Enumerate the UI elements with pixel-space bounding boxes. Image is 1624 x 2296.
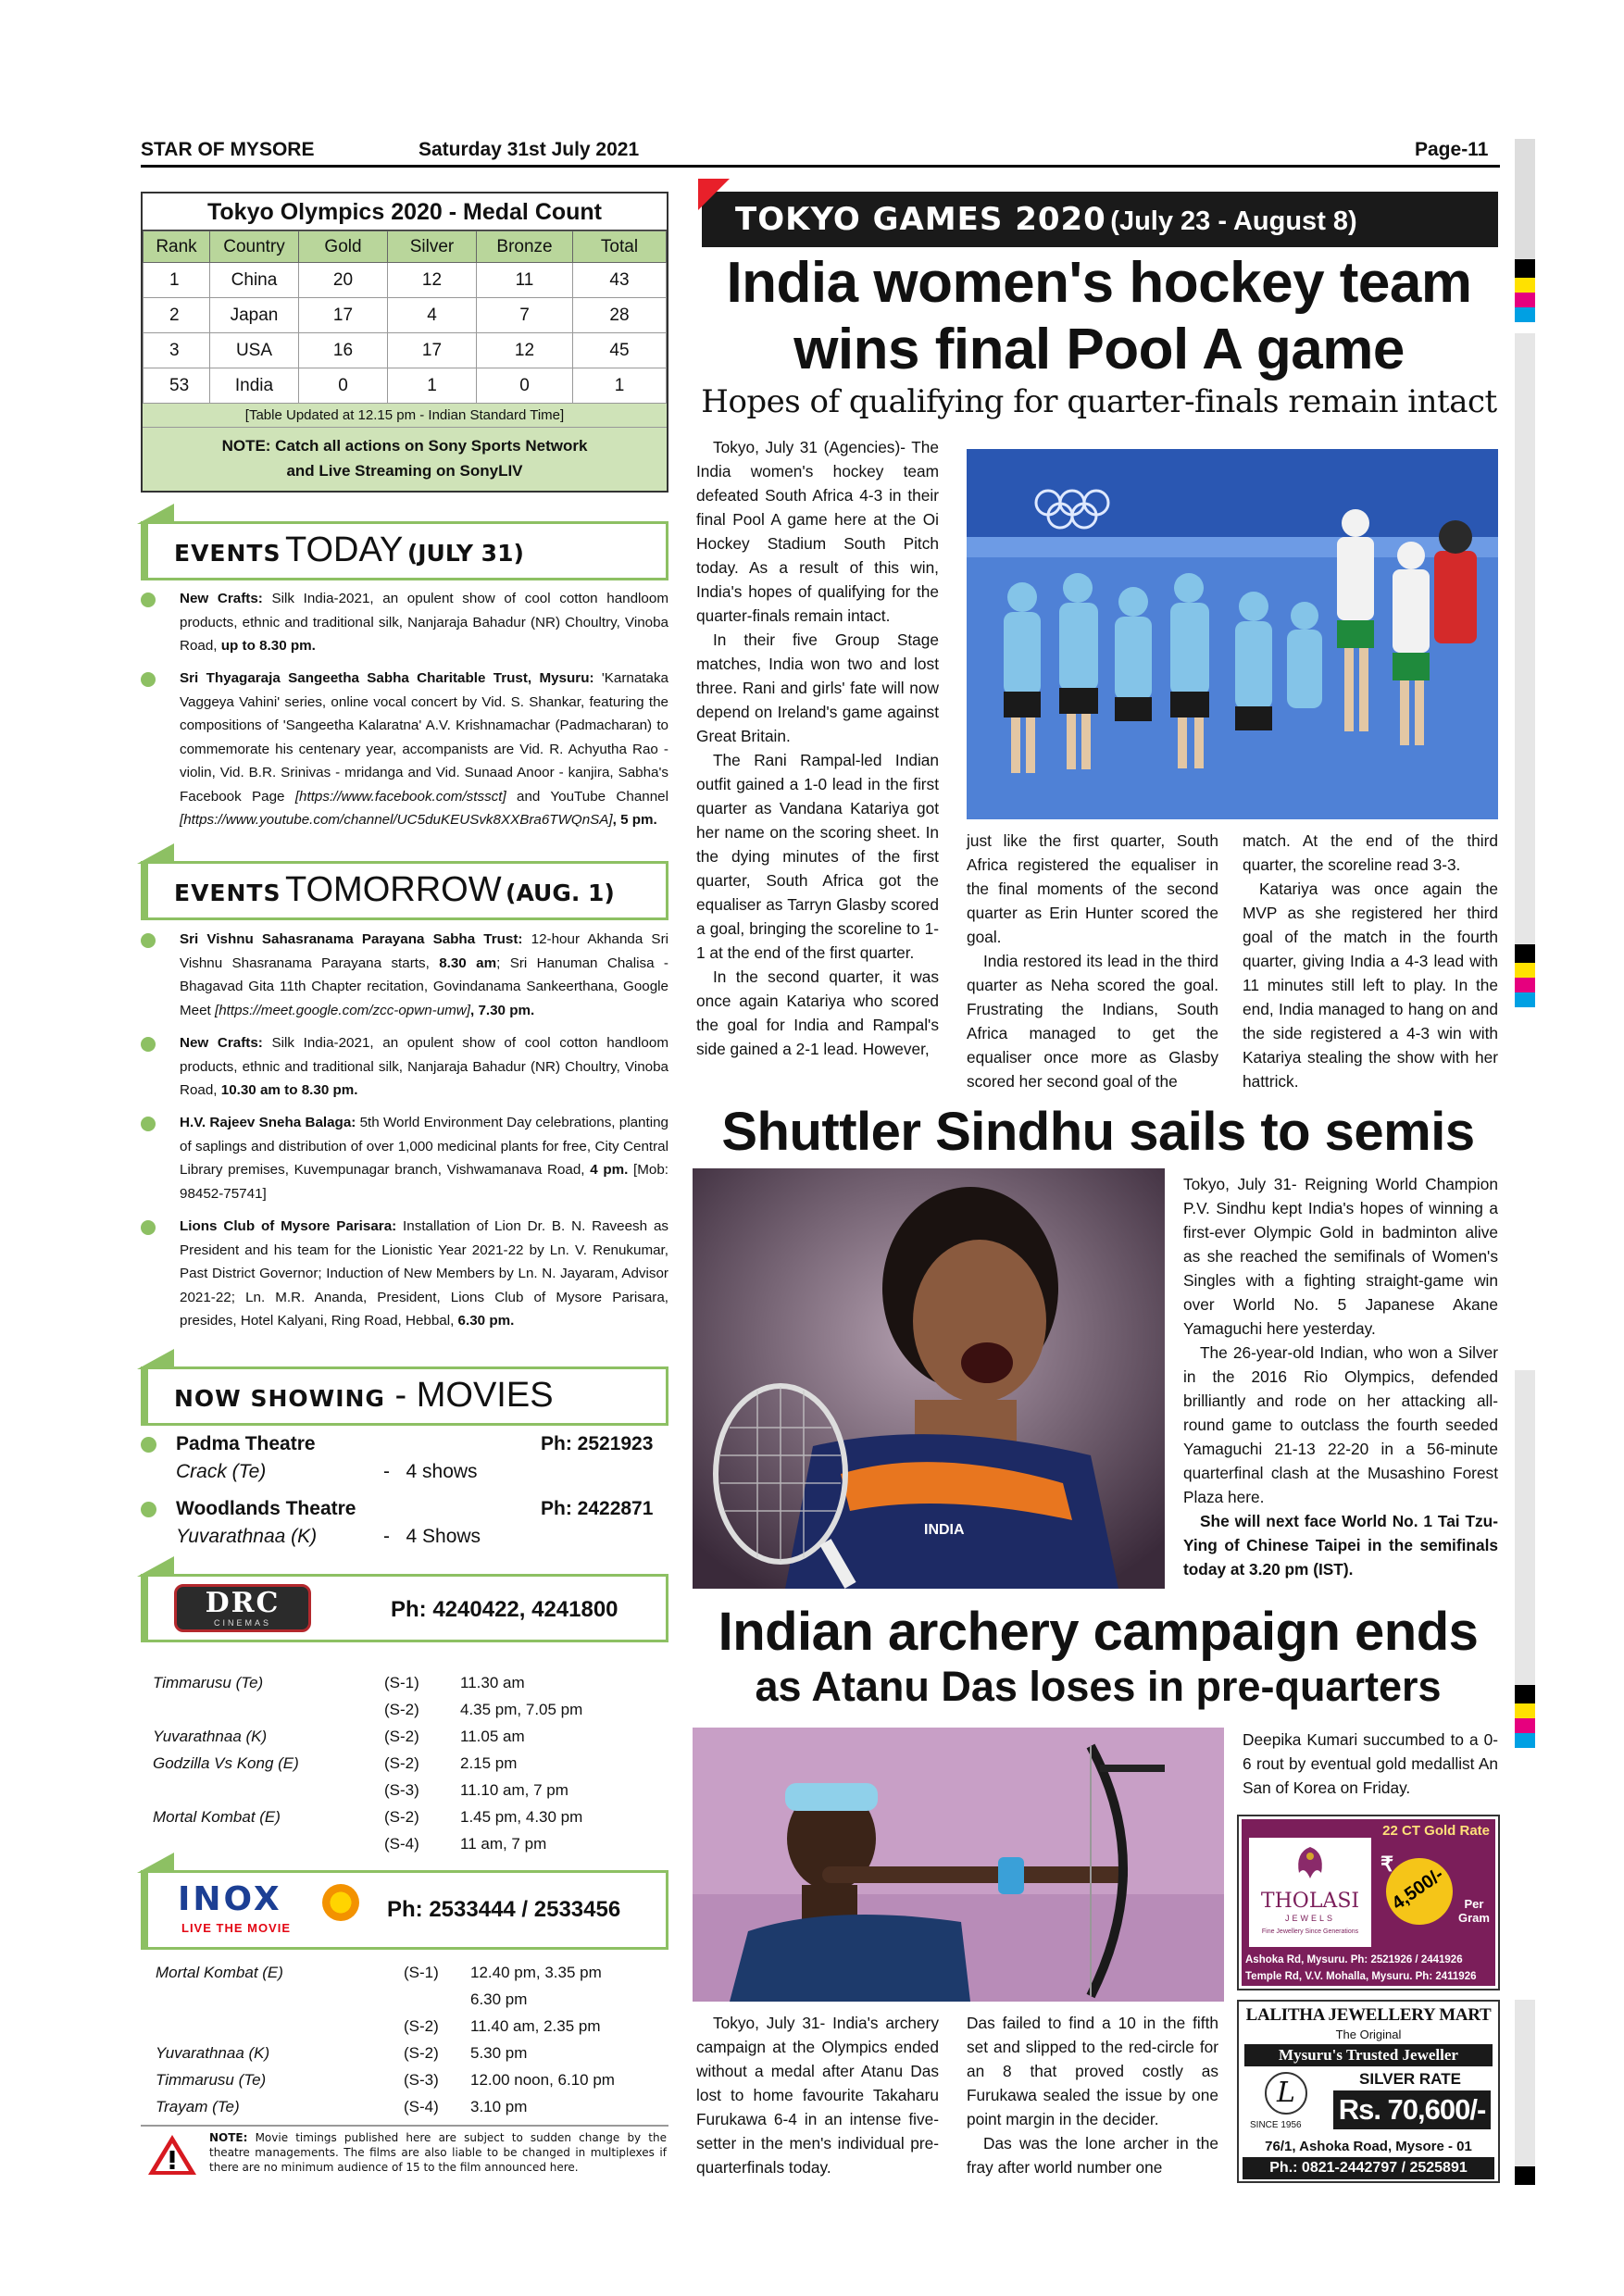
event-item (141, 1111, 668, 1205)
hockey-team-photo (967, 449, 1498, 819)
medal-table-title: Tokyo Olympics 2020 - Medal Count (143, 193, 667, 231)
table-row (144, 368, 667, 404)
tokyo-banner-title: TOKYO GAMES 2020 (735, 201, 1106, 238)
cell-bronze: 0 (477, 368, 573, 404)
tholasi-per-gram: Per Gram (1458, 1897, 1490, 1925)
drc-cinemas-banner (141, 1574, 668, 1642)
archery-side-text: Deepika Kumari succumbed to a 0-6 rout by eventual gold medallist An San of Korea on Friday. (1243, 1730, 1498, 1797)
registration-strip-mid (1515, 333, 1535, 944)
event-organiser: H.V. Rajeev Sneha Balaga: (180, 1115, 356, 1130)
schedule-screen: (S-4) (384, 1835, 419, 1853)
registration-yellow-3 (1515, 1703, 1535, 1718)
cell-rank: 3 (144, 333, 210, 368)
registration-cyan-3 (1515, 1733, 1535, 1748)
hockey-paragraph: Katariya was once again the MVP as she registered her third goal of the match in the fourth quarter, giving India a 4-3 lead with 11 minutes still left to play. In the end, India managed to hang on and the side registered a 4-3 win with Katariya stealing the show with her hattrick. (1243, 880, 1498, 1091)
event-link[interactable]: [https://www.facebook.com/stssct] (294, 788, 506, 805)
drc-phone: Ph: 4240422, 4241800 (391, 1597, 618, 1622)
table-row (144, 333, 667, 368)
schedule-screen: (S-4) (404, 2098, 439, 2115)
schedule-film: Yuvarathnaa (K) (156, 2044, 270, 2062)
page-number: Page-11 (1415, 139, 1489, 160)
inox-star-icon (322, 1884, 359, 1921)
banner-label-movies: MOVIES (416, 1376, 554, 1415)
hockey-photo-illustration (967, 449, 1498, 819)
bullet-icon (141, 1220, 156, 1235)
cell-country: USA (210, 333, 299, 368)
schedule-screen: (S-3) (384, 1781, 419, 1799)
inox-logo-sub: LIVE THE MOVIE (181, 1921, 292, 1935)
events-today-heading (174, 530, 524, 570)
registration-black-4 (1515, 2166, 1535, 2185)
cell-silver: 1 (388, 368, 477, 404)
tholasi-logo-box (1249, 1838, 1371, 1947)
event-time: , 5 pm. (612, 812, 657, 828)
bullet-icon (141, 933, 156, 948)
schedule-screen: (S-2) (384, 1754, 419, 1772)
schedule-film: Yuvarathnaa (K) (153, 1728, 268, 1745)
registration-black-3 (1515, 1685, 1535, 1703)
hockey-column-1 (696, 435, 939, 1061)
event-details: 12-hour Akhanda Sri Vishnu Shasranama Parayana starts, (180, 931, 668, 971)
hockey-subhead: Hopes of qualifying for quarter-finals remain intact (701, 383, 1497, 420)
schedule-time: 1.45 pm, 4.30 pm (460, 1808, 583, 1826)
cell-total: 45 (573, 333, 667, 368)
lalitha-logo-letter: L (1277, 2077, 1295, 2109)
lalitha-price-box (1333, 2090, 1491, 2129)
hockey-paragraph: In their five Group Stage matches, India won two and lost three. Rani and girls' fate will now depend on Ireland's game against Great Britain. (696, 630, 939, 745)
paper-name: STAR OF MYSORE (141, 139, 315, 160)
cell-gold: 16 (299, 333, 388, 368)
archery-column-2 (967, 2011, 1218, 2179)
tholasi-brand-sub: JEWELS (1284, 1914, 1335, 1923)
event-item (141, 1215, 668, 1333)
schedule-time: 2.15 pm (460, 1754, 518, 1772)
drc-logo (174, 1584, 311, 1632)
sindhu-paragraph: She will next face World No. 1 Tai Tzu-Ying of Chinese Taipei in the semifinals today at 3.20 pm (IST). (1183, 1512, 1498, 1578)
cell-gold: 20 (299, 263, 388, 298)
banner-corner-tab (137, 843, 174, 864)
event-organiser: New Crafts: (180, 591, 263, 606)
schedule-screen: (S-2) (404, 2044, 439, 2062)
banner-corner-tab (137, 504, 174, 524)
broadcast-note-line1: NOTE: Catch all actions on Sony Sports Network (221, 437, 588, 455)
event-details: ; Sri Hanuman Chalisa - Bhagavad Gita 11th Chapter recitation, Govindanama Sankeerthana, Google Meet (180, 955, 668, 1018)
events-today-banner (141, 521, 668, 580)
theatre-phone: Ph: 2422871 (541, 1498, 654, 1519)
banner-label-dash: - (384, 1376, 417, 1415)
col-gold: Gold (299, 231, 388, 263)
tholasi-price: 4,500/- (1388, 1864, 1448, 1915)
bullet-icon (141, 672, 156, 687)
registration-cyan-2 (1515, 992, 1535, 1007)
banner-label-now-showing: NOW SHOWING (174, 1385, 385, 1412)
event-time: 8.30 am (439, 955, 497, 971)
tholasi-jewels-ad[interactable] (1237, 1815, 1500, 1990)
schedule-screen: (S-3) (404, 2071, 439, 2089)
schedule-time: 4.35 pm, 7.05 pm (460, 1701, 583, 1718)
tholasi-rate-label: 22 CT Gold Rate (1382, 1823, 1490, 1839)
tholasi-address-1: Ashoka Rd, Mysuru. Ph: 2521926 / 2441926 (1245, 1954, 1463, 1965)
event-link[interactable]: [https://www.youtube.com/channel/UC5duKEUSvk8XXBra6TWQnSA] (180, 812, 613, 828)
lalitha-silver-label: SILVER RATE (1359, 2070, 1461, 2088)
hockey-paragraph: just like the first quarter, South Africa registered the equaliser in the final moments of the second quarter as Erin Hunter scored the goal. (967, 831, 1218, 946)
theatre-name: Padma Theatre (176, 1433, 316, 1454)
registration-strip-bottom (1515, 2000, 1535, 2166)
events-tomorrow-heading (174, 870, 615, 910)
event-details: Installation of Lion Dr. B. N. Raveesh as President and his team for the Lionistic Year 2021-22 by Ln. V. Renukumar, Past District Governor; Induction of New Members by Ln. N. Jayaram, Advisor 2021-22; Ln. M.R. Ananda, President, Lions Club of Mysore Parisara, presides, Hotel Kalyani, Ring Road, Hebbal, (180, 1218, 668, 1329)
event-item (141, 1031, 668, 1103)
theatre-listing (141, 1498, 668, 1563)
registration-magenta-3 (1515, 1718, 1535, 1733)
schedule-screen: (S-2) (384, 1728, 419, 1745)
event-details: 5th World Environment Day celebrations, planting of saplings and distribution of over 1,000 medicinal plants for free, City Central Library premises, Kuvempunagar branch, Vishwamanava Road, (180, 1115, 668, 1178)
event-time: , 7.30 pm. (470, 1002, 535, 1018)
lalitha-trusted: Mysuru's Trusted Jeweller (1244, 2044, 1493, 2066)
cell-bronze: 12 (477, 333, 573, 368)
event-organiser: Sri Thyagaraja Sangeetha Sabha Charitable Trust, Mysuru: (180, 670, 594, 686)
schedule-film: Mortal Kombat (E) (156, 1964, 283, 1981)
film-title: Crack (Te) (176, 1461, 267, 1482)
movie-timing-note (141, 2125, 668, 2178)
medal-table-header (144, 231, 667, 263)
inox-banner (141, 1870, 668, 1950)
event-details: and YouTube Channel (506, 788, 668, 805)
cell-silver: 4 (388, 298, 477, 333)
schedule-film: Mortal Kombat (E) (153, 1808, 281, 1826)
schedule-time: 11 am, 7 pm (460, 1835, 547, 1853)
registration-strip-top (1515, 139, 1535, 259)
broadcast-note (143, 428, 667, 491)
bullet-icon (141, 1117, 156, 1131)
registration-black-2 (1515, 944, 1535, 963)
col-country: Country (210, 231, 299, 263)
tholasi-brand: THOLASI (1260, 1890, 1360, 1913)
cell-bronze: 11 (477, 263, 573, 298)
banner-label-events: EVENTS (174, 880, 281, 906)
cell-total: 28 (573, 298, 667, 333)
archery-photo-illustration (693, 1728, 1224, 2002)
tholasi-rupee-icon: ₹ (1380, 1853, 1393, 1876)
registration-yellow-2 (1515, 963, 1535, 978)
table-updated: [Table Updated at 12.15 pm - Indian Standard Time] (143, 404, 667, 428)
archery-paragraph: Das failed to find a 10 in the fifth set and slipped to the red-circle for an 8 that proved costly as Furukawa sealed the issue by one point margin in the decider. (967, 2014, 1218, 2128)
cell-silver: 12 (388, 263, 477, 298)
bullet-icon (141, 1037, 156, 1052)
banner-label-today: TODAY (284, 530, 404, 569)
schedule-screen: (S-2) (384, 1701, 419, 1718)
movies-banner (141, 1366, 668, 1426)
show-count: - 4 shows (383, 1461, 478, 1482)
registration-magenta-2 (1515, 978, 1535, 992)
schedule-screen: (S-2) (384, 1808, 419, 1826)
schedule-screen: (S-2) (404, 2017, 439, 2035)
registration-black (1515, 259, 1535, 278)
registration-strip-low (1515, 1370, 1535, 1685)
medal-count-box (141, 192, 668, 493)
inox-logo-text: INOX (178, 1880, 282, 1918)
movie-note-text (209, 2130, 667, 2175)
theatre-name: Woodlands Theatre (176, 1498, 356, 1519)
col-bronze: Bronze (477, 231, 573, 263)
banner-label-date: (AUG. 1) (506, 880, 615, 906)
hockey-headline-line2: wins final Pool A game (793, 318, 1405, 381)
sindhu-jersey-text: INDIA (924, 1522, 965, 1538)
drc-schedule (153, 1669, 671, 1864)
hockey-paragraph: match. At the end of the third quarter, the scoreline read 3-3. (1243, 831, 1498, 874)
cell-silver: 17 (388, 333, 477, 368)
cell-country: India (210, 368, 299, 404)
sindhu-paragraph: The 26-year-old Indian, who won a Silver in the 2016 Rio Olympics, defended brilliantly and rode on her attacking all-round game to outclass the fourth seeded Yamaguchi 21-13 22-20 in a 56-minute quarterfinal clash at the Musashino Forest Plaza here. (1183, 1343, 1498, 1506)
lalitha-jewellery-ad[interactable] (1237, 2000, 1500, 2183)
drc-logo-text: DRC (205, 1587, 281, 1619)
schedule-screen: (S-1) (404, 1964, 439, 1981)
hockey-column-2 (967, 829, 1218, 1093)
cell-gold: 17 (299, 298, 388, 333)
inox-phone: Ph: 2533444 / 2533456 (387, 1897, 621, 1922)
schedule-screen: (S-1) (384, 1674, 419, 1691)
event-organiser: Lions Club of Mysore Parisara: (180, 1218, 397, 1234)
cell-country: Japan (210, 298, 299, 333)
registration-yellow (1515, 278, 1535, 293)
banner-red-flag (698, 179, 730, 210)
cell-country: China (210, 263, 299, 298)
warning-icon (146, 2132, 198, 2177)
hockey-headline (696, 250, 1502, 383)
archery-headline (693, 1603, 1504, 1713)
col-total: Total (573, 231, 667, 263)
hockey-column-3 (1243, 829, 1498, 1093)
schedule-time: 12.00 noon, 6.10 pm (470, 2071, 615, 2089)
banner-label-tomorrow: TOMORROW (284, 870, 502, 909)
hockey-paragraph: Tokyo, July 31 (Agencies)- The India women's hockey team defeated South Africa 4-3 in their final Pool A game here at the Oi Hockey Stadium South Pitch today. As a result of this win, India's hopes of qualifying for the quarter-finals remain intact. (696, 438, 939, 625)
movies-heading (174, 1376, 554, 1416)
tholasi-address-2: Temple Rd, V.V. Mohalla, Mysuru. Ph: 2411926 (1245, 1971, 1477, 1982)
event-organiser: New Crafts: (180, 1035, 263, 1051)
lalitha-name: LALITHA JEWELLERY MART (1245, 2005, 1492, 2025)
cell-total: 43 (573, 263, 667, 298)
movie-note-body: Movie timings published here are subject to sudden change by the theatre managements. The films are also liable to be changed in multiplexes if there are no minimum audience of 15 to the film announced here. (209, 2131, 667, 2174)
banner-label-date: (JULY 31) (406, 540, 524, 567)
hockey-paragraph: In the second quarter, it was once again Katariya who scored the goal for India and Rampal's side gained a 2-1 lead. However, (696, 967, 939, 1058)
lalitha-address: 76/1, Ashoka Road, Mysore - 01 (1265, 2139, 1472, 2154)
sindhu-photo (693, 1168, 1165, 1589)
hockey-paragraph: India restored its lead in the third quarter as Neha scored the goal. Frustrating the Indians, South Africa managed to get the equaliser once more as Glasby scored her second goal of the (967, 952, 1218, 1091)
event-item (141, 928, 668, 1022)
event-details: Silk India-2021, an opulent show of cool cotton handloom products, ethnic and traditional silk, Nanjaraja Bahadur (NR) Choultry, Vinoba Road, (180, 1035, 668, 1098)
schedule-film: Timmarusu (Te) (156, 2071, 267, 2089)
broadcast-note-line2: and Live Streaming on SonyLIV (286, 462, 523, 480)
film-title: Yuvarathnaa (K) (176, 1526, 318, 1547)
theatre-listing (141, 1433, 668, 1498)
col-rank: Rank (144, 231, 210, 263)
cell-rank: 1 (144, 263, 210, 298)
tokyo-games-banner (702, 192, 1498, 247)
bullet-icon (141, 1502, 156, 1517)
hockey-headline-line1: India women's hockey team (726, 251, 1472, 315)
schedule-time: 3.10 pm (470, 2098, 528, 2115)
issue-date: Saturday 31st July 2021 (418, 139, 640, 160)
table-row (144, 263, 667, 298)
event-details: Silk India-2021, an opulent show of cool cotton handloom products, ethnic and traditional silk, Nanjaraja Bahadur (NR) Choultry, Vinoba Road, (180, 591, 668, 654)
sindhu-paragraph: Tokyo, July 31- Reigning World Champion P.V. Sindhu kept India's hopes of winning a first-ever Olympic Gold in badminton alive as she reached the semifinals of Women's Singles with a fighting straight-game win over World No. 5 Japanese Akane Yamaguchi here yesterday. (1183, 1175, 1498, 1338)
schedule-time: 11.40 am, 2.35 pm (470, 2017, 601, 2035)
schedule-film: Trayam (Te) (156, 2098, 240, 2115)
table-row (144, 298, 667, 333)
sindhu-column (1183, 1172, 1498, 1581)
schedule-time: 5.30 pm (470, 2044, 528, 2062)
tholasi-ad-inner (1242, 1819, 1495, 1986)
cell-rank: 2 (144, 298, 210, 333)
schedule-time: 11.05 am (460, 1728, 525, 1745)
archery-paragraph: Tokyo, July 31- India's archery campaign at the Olympics ended without a medal after Atanu Das lost to home favourite Takaharu Furukawa 6-4 in an intense five-setter in the men's individual pre-quarterfinals today. (696, 2014, 939, 2177)
event-phone: [Mob: 98452-75741] (180, 1162, 668, 1202)
lalitha-logo-icon (1265, 2072, 1307, 2115)
schedule-time: 11.10 am, 7 pm (460, 1781, 568, 1799)
cell-gold: 0 (299, 368, 388, 404)
sindhu-headline: Shuttler Sindhu sails to semis (721, 1102, 1475, 1162)
schedule-film: Timmarusu (Te) (153, 1674, 264, 1691)
schedule-time: 12.40 pm, 3.35 pm (470, 1964, 602, 1981)
archery-headline-line2: as Atanu Das loses in pre-quarters (755, 1663, 1442, 1710)
tholasi-tagline: Fine Jewellery Since Generations (1261, 1928, 1359, 1935)
event-organiser: Sri Vishnu Sahasranama Parayana Sabha Trust: (180, 931, 523, 947)
header-rule (141, 165, 1500, 168)
schedule-time: 11.30 am (460, 1674, 525, 1691)
event-details: 'Karnataka Vaggeya Vahini' series, online vocal concert by Vid. S. Shankar, featuring the compositions of 'Sangeetha Kalaratna' A.V. Krishnamachar (Padmacharan) to commemorate his centenary year, accompanists are Vid. R. Achyutha Rao - violin, Vid. B.R. Srinivas - mridanga and Vid. Sunaad Anoor - kanjira, Sabha's Facebook Page (180, 670, 668, 805)
medal-table (143, 231, 667, 404)
tokyo-banner-dates: (July 23 - August 8) (1110, 206, 1357, 236)
col-silver: Silver (388, 231, 477, 263)
events-tomorrow-banner (141, 861, 668, 920)
lalitha-phone: Ph.: 0821-2442797 / 2525891 (1243, 2157, 1494, 2179)
banner-label-events: EVENTS (174, 540, 281, 567)
inox-schedule (156, 1959, 674, 2126)
lalitha-price: Rs. 70,600/- (1338, 2093, 1486, 2126)
hockey-paragraph: The Rani Rampal-led Indian outfit gained a 1-0 lead in the first quarter as Vandana Katariya got her name on the scoring sheet. In the dying minutes of the first quarter, South Africa got the equaliser as Tarryn Glasby scored a goal, bringing the scoreline to 1-1 at the end of the first quarter. (696, 751, 939, 962)
event-item (141, 667, 668, 832)
archery-photo (693, 1728, 1224, 2002)
registration-magenta (1515, 293, 1535, 307)
cell-rank: 53 (144, 368, 210, 404)
movie-note-head: NOTE: (209, 2131, 248, 2144)
schedule-time: 6.30 pm (470, 1990, 528, 2008)
drc-logo-sub: CINEMAS (213, 1618, 271, 1628)
theatre-phone: Ph: 2521923 (541, 1433, 654, 1454)
tholasi-peacock-icon (1282, 1841, 1338, 1888)
event-time: up to 8.30 pm. (220, 638, 316, 654)
schedule-film: Godzilla Vs Kong (E) (153, 1754, 299, 1772)
sindhu-photo-illustration (693, 1168, 1165, 1589)
inox-logo (174, 1882, 369, 1938)
event-time: 6.30 pm. (457, 1313, 515, 1329)
bullet-icon (141, 1437, 156, 1453)
bullet-icon (141, 593, 156, 607)
show-count: - 4 Shows (383, 1526, 481, 1547)
archery-column-1 (696, 2011, 939, 2179)
banner-corner-tab (137, 1349, 174, 1369)
lalitha-since: SINCE 1956 (1250, 2120, 1302, 2130)
cell-bronze: 7 (477, 298, 573, 333)
lalitha-original: The Original (1335, 2028, 1402, 2041)
event-item (141, 587, 668, 658)
event-link[interactable]: [https://meet.google.com/zcc-opwn-umw] (214, 1002, 470, 1018)
archery-paragraph: Das was the lone archer in the fray after world number one (967, 2134, 1218, 2177)
archery-headline-line1: Indian archery campaign ends (718, 1602, 1479, 1662)
event-time: 10.30 am to 8.30 pm. (220, 1082, 358, 1098)
tokyo-banner-text (735, 201, 1357, 238)
registration-cyan (1515, 307, 1535, 322)
cell-total: 1 (573, 368, 667, 404)
event-time: 4 pm. (590, 1162, 629, 1178)
